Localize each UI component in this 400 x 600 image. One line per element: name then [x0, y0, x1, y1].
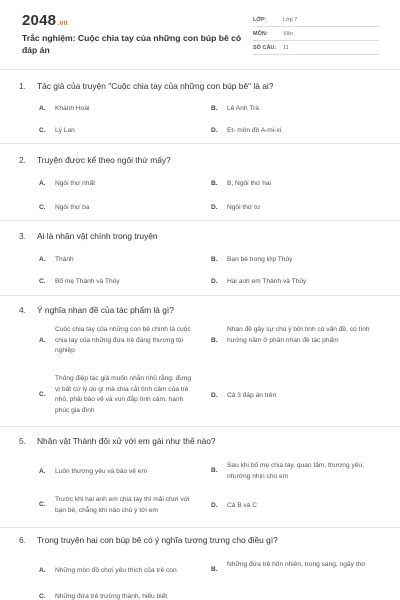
meta-subject-label: MÔN: — [253, 31, 268, 37]
divider — [0, 426, 400, 427]
page-title: Trắc nghiệm: Cuộc chia tay của những con búp bê có đáp án — [22, 33, 242, 55]
question-text: 2. Truyện được kể theo ngôi thứ mấy? — [19, 155, 171, 165]
question-text: 5. Nhân vật Thành đối xử với em gái như thế nào? — [19, 436, 216, 446]
divider — [0, 295, 400, 296]
meta-class-value: Lớp 7 — [283, 17, 298, 23]
site-logo[interactable] — [22, 12, 68, 29]
meta-count — [253, 43, 379, 55]
divider — [0, 220, 400, 221]
question-text: 4. Ý nghĩa nhan đề của tác phẩm là gì? — [19, 305, 174, 315]
meta-class — [253, 15, 379, 27]
divider — [0, 143, 400, 144]
question-text: 1. Tác giả của truyện "Cuộc chia tay của những con búp bê" là ai? — [19, 81, 274, 91]
meta-subject — [253, 29, 379, 41]
question-text: 6. Trong truyện hai con búp bê có ý nghĩa tượng trưng cho điều gì? — [19, 535, 278, 545]
divider — [0, 69, 400, 70]
logo-suffix: .vn — [57, 20, 68, 27]
question-text: 3. Ai là nhân vật chính trong truyện — [19, 231, 158, 241]
meta-class-label: LỚP: — [253, 17, 267, 23]
meta-count-value: 11 — [283, 45, 289, 51]
meta-subject-value: Văn — [283, 31, 293, 37]
worksheet-header — [0, 0, 400, 70]
meta-count-label: SỐ CÂU: — [253, 45, 277, 51]
logo-main: 2048 — [22, 12, 57, 29]
divider — [0, 527, 400, 528]
